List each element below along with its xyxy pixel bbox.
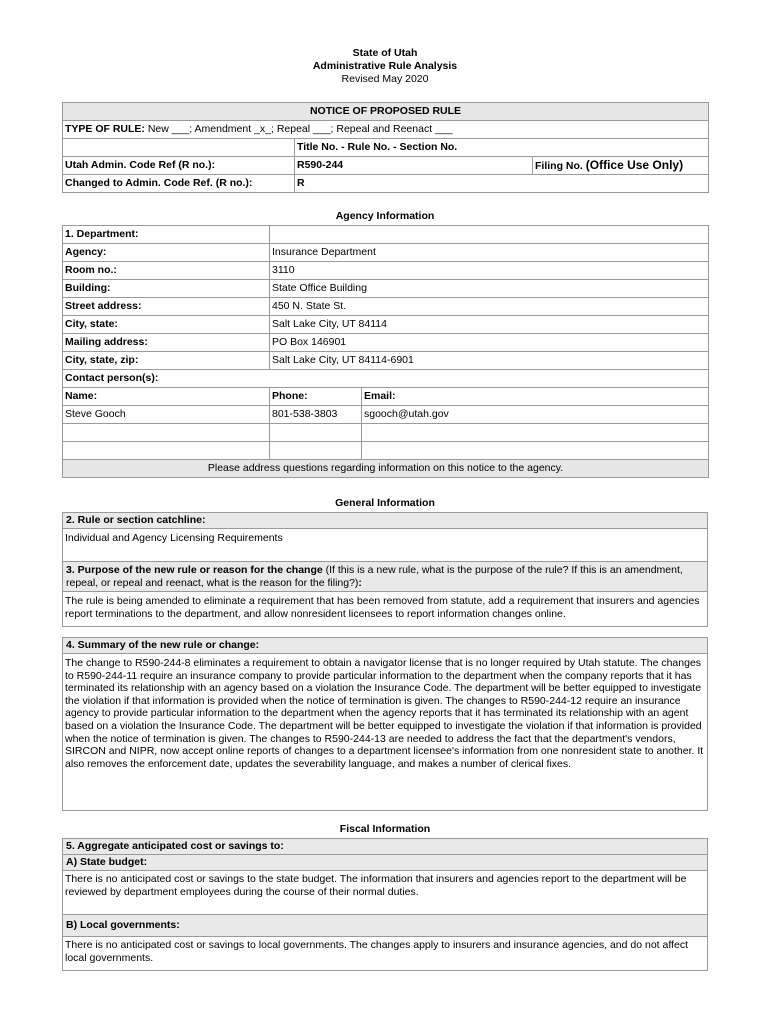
city-value: Salt Lake City, UT 84114 bbox=[270, 316, 709, 334]
empty-cell bbox=[63, 139, 295, 157]
fiscal-box bbox=[62, 838, 708, 971]
contact-email: sgooch@utah.gov bbox=[362, 406, 709, 424]
purpose-box bbox=[62, 561, 708, 627]
changed-code-ref-label: Changed to Admin. Code Ref. (R no.): bbox=[63, 175, 295, 193]
department-value bbox=[270, 226, 709, 244]
name-header: Name: bbox=[63, 388, 270, 406]
agency-label: Agency: bbox=[63, 244, 270, 262]
room-value: 3110 bbox=[270, 262, 709, 280]
summary-box bbox=[62, 637, 708, 811]
local-gov-value: There is no anticipated cost or savings to local governments. The changes apply to insurers and insurance agencies, and do not affect local governments. bbox=[65, 939, 688, 964]
contact-label: Contact person(s): bbox=[63, 370, 709, 388]
general-section-title: General Information bbox=[335, 497, 435, 509]
type-of-rule-row bbox=[63, 121, 709, 139]
building-value: State Office Building bbox=[270, 280, 709, 298]
contact-name: Steve Gooch bbox=[63, 406, 270, 424]
notice-table bbox=[62, 102, 709, 193]
building-row bbox=[63, 280, 709, 298]
street-label: Street address: bbox=[63, 298, 270, 316]
empty-cell bbox=[362, 442, 709, 460]
form-title: Administrative Rule Analysis bbox=[312, 60, 458, 72]
filing-no-label: Filing No. bbox=[535, 159, 586, 172]
aggregate-label: 5. Aggregate anticipated cost or savings to: bbox=[63, 839, 707, 855]
code-ref-value: R590-244 bbox=[295, 157, 533, 175]
contact-row-empty bbox=[63, 442, 709, 460]
street-row bbox=[63, 298, 709, 316]
state-budget-value: There is no anticipated cost or savings to the state budget. The information that insurers and agencies report to the department will be reviewed by department employees during the course of their normal duties. bbox=[63, 871, 707, 915]
empty-cell bbox=[270, 442, 362, 460]
agency-value: Insurance Department bbox=[270, 244, 709, 262]
empty-cell bbox=[63, 424, 270, 442]
mailing-row bbox=[63, 334, 709, 352]
catchline-value: Individual and Agency Licensing Requirements bbox=[65, 532, 283, 544]
phone-header: Phone: bbox=[270, 388, 362, 406]
catchline-label: 2. Rule or section catchline: bbox=[63, 513, 707, 529]
empty-cell bbox=[362, 424, 709, 442]
filing-no-value: (Office Use Only) bbox=[585, 157, 684, 172]
contact-phone: 801-538-3803 bbox=[270, 406, 362, 424]
building-label: Building: bbox=[63, 280, 270, 298]
room-row bbox=[63, 262, 709, 280]
purpose-colon: : bbox=[358, 576, 362, 589]
purpose-label: 3. Purpose of the new rule or reason for the change bbox=[66, 564, 323, 576]
empty-cell bbox=[63, 442, 270, 460]
agency-note: Please address questions regarding information on this notice to the agency. bbox=[63, 460, 709, 478]
city-row bbox=[63, 316, 709, 334]
notice-title: NOTICE OF PROPOSED RULE bbox=[63, 103, 709, 121]
contact-row-empty bbox=[63, 424, 709, 442]
summary-value: The change to R590-244-8 eliminates a requirement to obtain a navigator license that is no longer required by Utah statute. The changes to R590-244-11 require an insurance company to provide particular information to the department when the company reports that it has terminated its relationship with an agency based on a violation the Insurance Code. The department will be better equipped to investigate the violation if that information is provided when the notice of termination is given. The changes to R590-244-12 require an insurance agency to provide particular information to the department when the agency reports that it has terminated its relationship with an agent based on a violation the Insurance Code. The department will be better equipped to investigate the violation if that information is provided when the notice of termination is given. The changes to R590-244-13 are needed to address the fact that the department's vendors, SIRCON and NIPR, now accept online reports of changes to a department licensee's information from one nonresident state to another. It also removes the enforcement date, updates the severability language, and makes a number of clerical fixes. bbox=[65, 657, 704, 770]
mailing-label: Mailing address: bbox=[63, 334, 270, 352]
filing-no-cell bbox=[533, 157, 709, 175]
contact-header-row bbox=[63, 388, 709, 406]
form-revision: Revised May 2020 bbox=[341, 73, 429, 85]
room-label: Room no.: bbox=[63, 262, 270, 280]
purpose-label-block bbox=[63, 562, 707, 592]
city-zip-label: City, state, zip: bbox=[63, 352, 270, 370]
type-of-rule-value: New ___; Amendment _x_; Repeal ___; Repeal and Reenact ___ bbox=[144, 123, 453, 135]
empty-cell bbox=[270, 424, 362, 442]
changed-code-ref-value: R bbox=[295, 175, 709, 193]
city-zip-row bbox=[63, 352, 709, 370]
email-header: Email: bbox=[362, 388, 709, 406]
department-label: 1. Department: bbox=[63, 226, 270, 244]
street-value: 450 N. State St. bbox=[270, 298, 709, 316]
state-budget-label: A) State budget: bbox=[63, 855, 707, 871]
purpose-value: The rule is being amended to eliminate a requirement that has been removed from statute, add a requirement that insurers and agencies report terminations to the department, and allow nonresident licensees to report information changes online. bbox=[65, 595, 700, 620]
catchline-box bbox=[62, 512, 708, 562]
city-label: City, state: bbox=[63, 316, 270, 334]
fiscal-section-title: Fiscal Information bbox=[339, 823, 431, 835]
title-no-label: Title No. - Rule No. - Section No. bbox=[295, 139, 709, 157]
agency-row bbox=[63, 244, 709, 262]
mailing-value: PO Box 146901 bbox=[270, 334, 709, 352]
purpose-hint: (If this is a new rule, what is the purpose of the rule? If this is an amendment, repeal, or repeal and reenact, what is the reason for the filing?) bbox=[66, 564, 683, 589]
agency-table bbox=[62, 225, 709, 478]
summary-label: 4. Summary of the new rule or change: bbox=[63, 638, 707, 654]
form-state-title: State of Utah bbox=[352, 47, 418, 59]
type-of-rule-label: TYPE OF RULE: bbox=[65, 123, 145, 135]
local-gov-label: B) Local governments: bbox=[63, 915, 707, 937]
agency-section-title: Agency Information bbox=[335, 210, 435, 222]
code-ref-label: Utah Admin. Code Ref (R no.): bbox=[63, 157, 295, 175]
contact-row bbox=[63, 406, 709, 424]
city-zip-value: Salt Lake City, UT 84114-6901 bbox=[270, 352, 709, 370]
